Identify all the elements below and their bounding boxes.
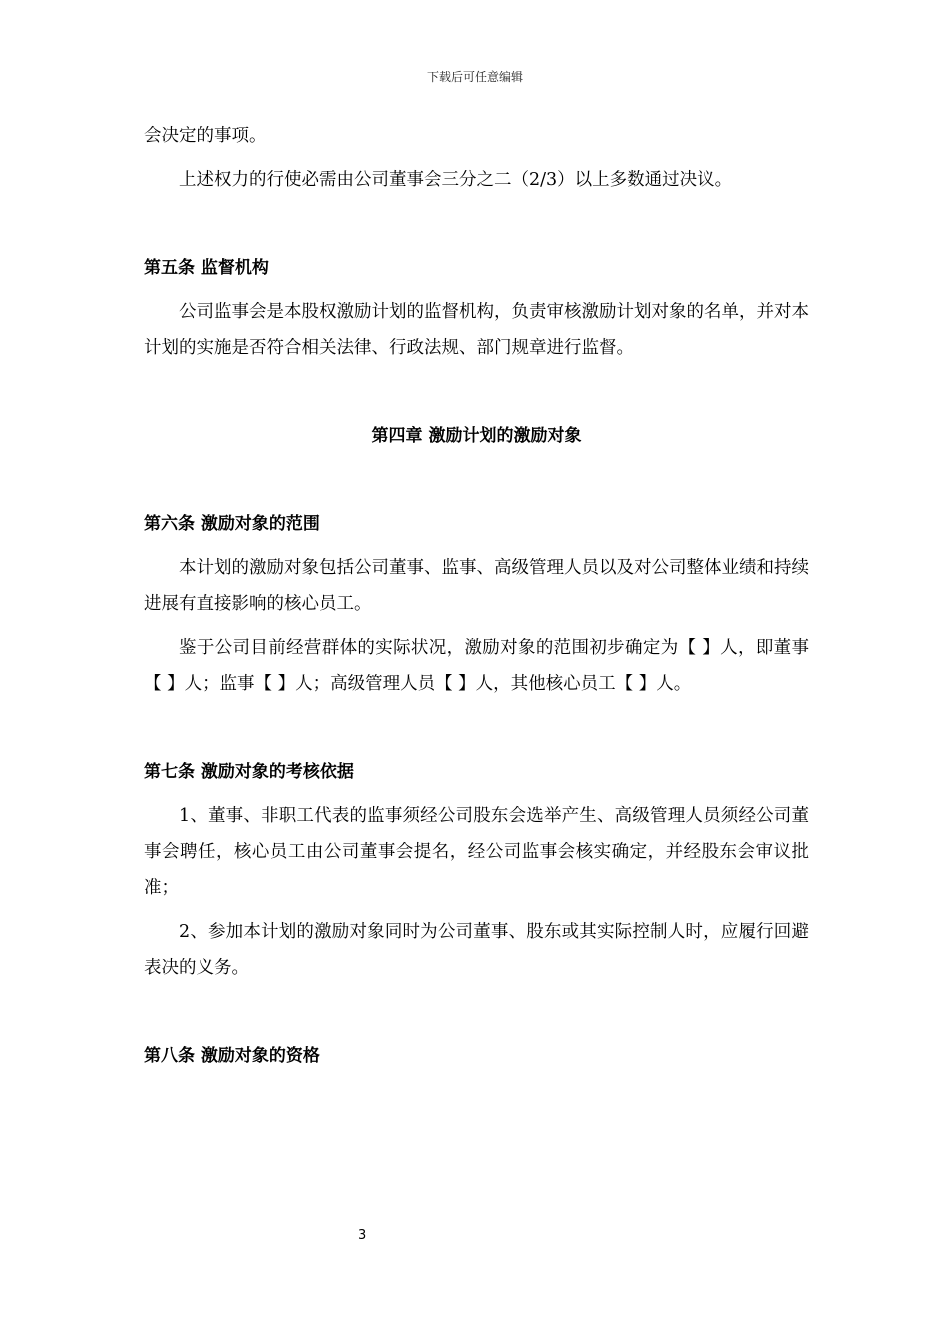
paragraph-supervision: 公司监事会是本股权激励计划的监督机构，负责审核激励计划对象的名单，并对本计划的实施是否符合相关法律、行政法规、部门规章进行监督。: [144, 302, 809, 358]
paragraph-scope: 本计划的激励对象包括公司董事、监事、高级管理人员以及对公司整体业绩和持续进展有直接影响的核心员工。: [144, 558, 809, 614]
paragraph-headcount: 鉴于公司目前经营群体的实际状况，激励对象的范围初步确定为【 】人，即董事【 】人；监事【 】人；高级管理人员【 】人，其他核心员工【 】人。: [144, 638, 809, 694]
document-body: [144, 118, 809, 1074]
paragraph-voting: 上述权力的行使必需由公司董事会三分之二（2/3）以上多数通过决议。: [179, 170, 733, 190]
article-5-heading: 第五条 监督机构: [144, 258, 269, 278]
paragraph-basis-2: 2、参加本计划的激励对象同时为公司董事、股东或其实际控制人时，应履行回避表决的义务。: [144, 922, 809, 978]
article-7-heading: 第七条 激励对象的考核依据: [144, 762, 354, 782]
chapter-4-heading: 第四章 激励计划的激励对象: [371, 426, 582, 446]
paragraph-basis-1: 1、董事、非职工代表的监事须经公司股东会选举产生、高级管理人员须经公司董事会聘任，核心员工由公司董事会提名，经公司监事会核实确定，并经股东会审议批准；: [144, 806, 809, 898]
article-8-heading: 第八条 激励对象的资格: [144, 1046, 320, 1066]
article-6-heading: 第六条 激励对象的范围: [144, 514, 320, 534]
page-number: 3: [358, 1228, 367, 1243]
page-header: 下载后可任意编辑: [426, 70, 523, 84]
paragraph-continuation: 会决定的事项。: [144, 126, 267, 146]
